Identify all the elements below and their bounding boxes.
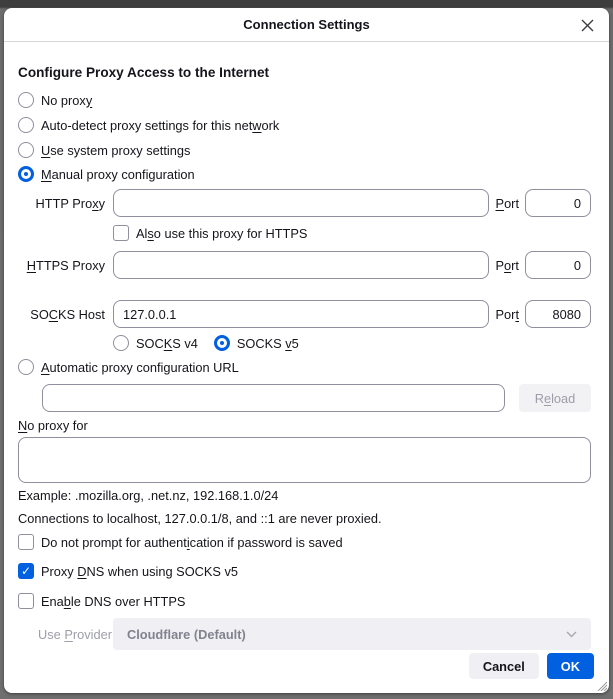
- titlebar: [4, 8, 609, 42]
- close-button[interactable]: [578, 16, 596, 34]
- provider-selected-value: Cloudflare (Default): [127, 626, 246, 642]
- radio-label: Use system proxy settings: [41, 142, 191, 158]
- radio-label: Manual proxy configuration: [41, 166, 195, 182]
- http-proxy-row: [18, 189, 591, 217]
- checkbox-proxy-dns[interactable]: [18, 562, 591, 580]
- checkbox-icon[interactable]: [18, 534, 34, 550]
- radio-auto-config-url[interactable]: [18, 358, 591, 376]
- reload-button[interactable]: Reload: [519, 384, 591, 412]
- http-proxy-label: HTTP Proxy: [35, 195, 105, 211]
- socks-host-row: [18, 300, 591, 328]
- checkbox-label: Also use this proxy for HTTPS: [136, 225, 308, 241]
- https-port-label: Port: [495, 257, 519, 273]
- https-port-input[interactable]: [525, 251, 591, 279]
- resize-grip[interactable]: [595, 679, 607, 691]
- page-title: Configure Proxy Access to the Internet: [18, 65, 270, 80]
- radio-auto-detect[interactable]: [18, 116, 591, 134]
- socks-host-input[interactable]: [113, 300, 489, 328]
- radio-icon[interactable]: [18, 359, 34, 375]
- checkbox-enable-doh[interactable]: [18, 592, 591, 610]
- radio-selected-icon[interactable]: [18, 166, 34, 182]
- https-proxy-input[interactable]: [113, 251, 489, 279]
- socks-v5-radio-icon[interactable]: [214, 335, 230, 351]
- dialog-title: Connection Settings: [243, 17, 370, 32]
- radio-label: Auto-detect proxy settings for this network: [41, 117, 280, 133]
- ok-button[interactable]: OK: [547, 653, 594, 679]
- also-https-checkbox-row[interactable]: [113, 224, 591, 242]
- socks-host-label: SOCKS Host: [30, 306, 105, 322]
- no-proxy-for-label: No proxy for: [18, 417, 88, 433]
- radio-label: Automatic proxy configuration URL: [41, 359, 239, 375]
- http-proxy-input[interactable]: [113, 189, 489, 217]
- checkbox-label: Do not prompt for authentication if password is saved: [41, 534, 343, 550]
- checkbox-icon[interactable]: [113, 225, 129, 241]
- example-text: Example: .mozilla.org, .net.nz, 192.168.1.0/24: [18, 488, 279, 503]
- socks-v5-label: SOCKS v5: [236, 335, 299, 351]
- auto-config-url-row: [42, 384, 591, 412]
- socks-port-input[interactable]: [525, 300, 591, 328]
- radio-icon[interactable]: [18, 142, 34, 158]
- localhost-note-text: Connections to localhost, 127.0.0.1/8, and ::1 are never proxied.: [18, 511, 382, 526]
- no-proxy-for-row: [18, 417, 591, 433]
- use-provider-label: Use Provider: [38, 626, 112, 642]
- auto-config-url-input[interactable]: [42, 384, 505, 412]
- radio-system-proxy[interactable]: [18, 141, 591, 159]
- connection-settings-dialog: [4, 8, 609, 693]
- checkmark-icon[interactable]: [18, 563, 34, 579]
- checkbox-icon[interactable]: [18, 593, 34, 609]
- socks-v4-radio-icon[interactable]: [113, 335, 129, 351]
- radio-no-proxy[interactable]: [18, 91, 591, 109]
- close-icon: [581, 19, 594, 32]
- provider-select[interactable]: [113, 618, 591, 650]
- dialog-buttons: [469, 653, 594, 679]
- radio-manual-proxy[interactable]: [18, 165, 591, 183]
- no-proxy-for-textarea[interactable]: [18, 437, 591, 483]
- radio-label: No proxy: [41, 92, 93, 108]
- https-proxy-row: [18, 251, 591, 279]
- chevron-down-icon: [566, 631, 577, 638]
- checkbox-no-prompt-auth[interactable]: [18, 533, 591, 551]
- http-port-input[interactable]: [525, 189, 591, 217]
- checkbox-label: Enable DNS over HTTPS: [41, 593, 186, 609]
- checkbox-label: Proxy DNS when using SOCKS v5: [41, 563, 239, 579]
- radio-icon[interactable]: [18, 117, 34, 133]
- radio-icon[interactable]: [18, 92, 34, 108]
- socks-v4-label: SOCKS v4: [136, 335, 198, 351]
- http-port-label: Port: [495, 195, 519, 211]
- socks-port-label: Port: [495, 306, 519, 322]
- cancel-button[interactable]: Cancel: [469, 653, 539, 679]
- socks-version-row: [113, 334, 591, 352]
- https-proxy-label: HTTPS Proxy: [26, 257, 105, 273]
